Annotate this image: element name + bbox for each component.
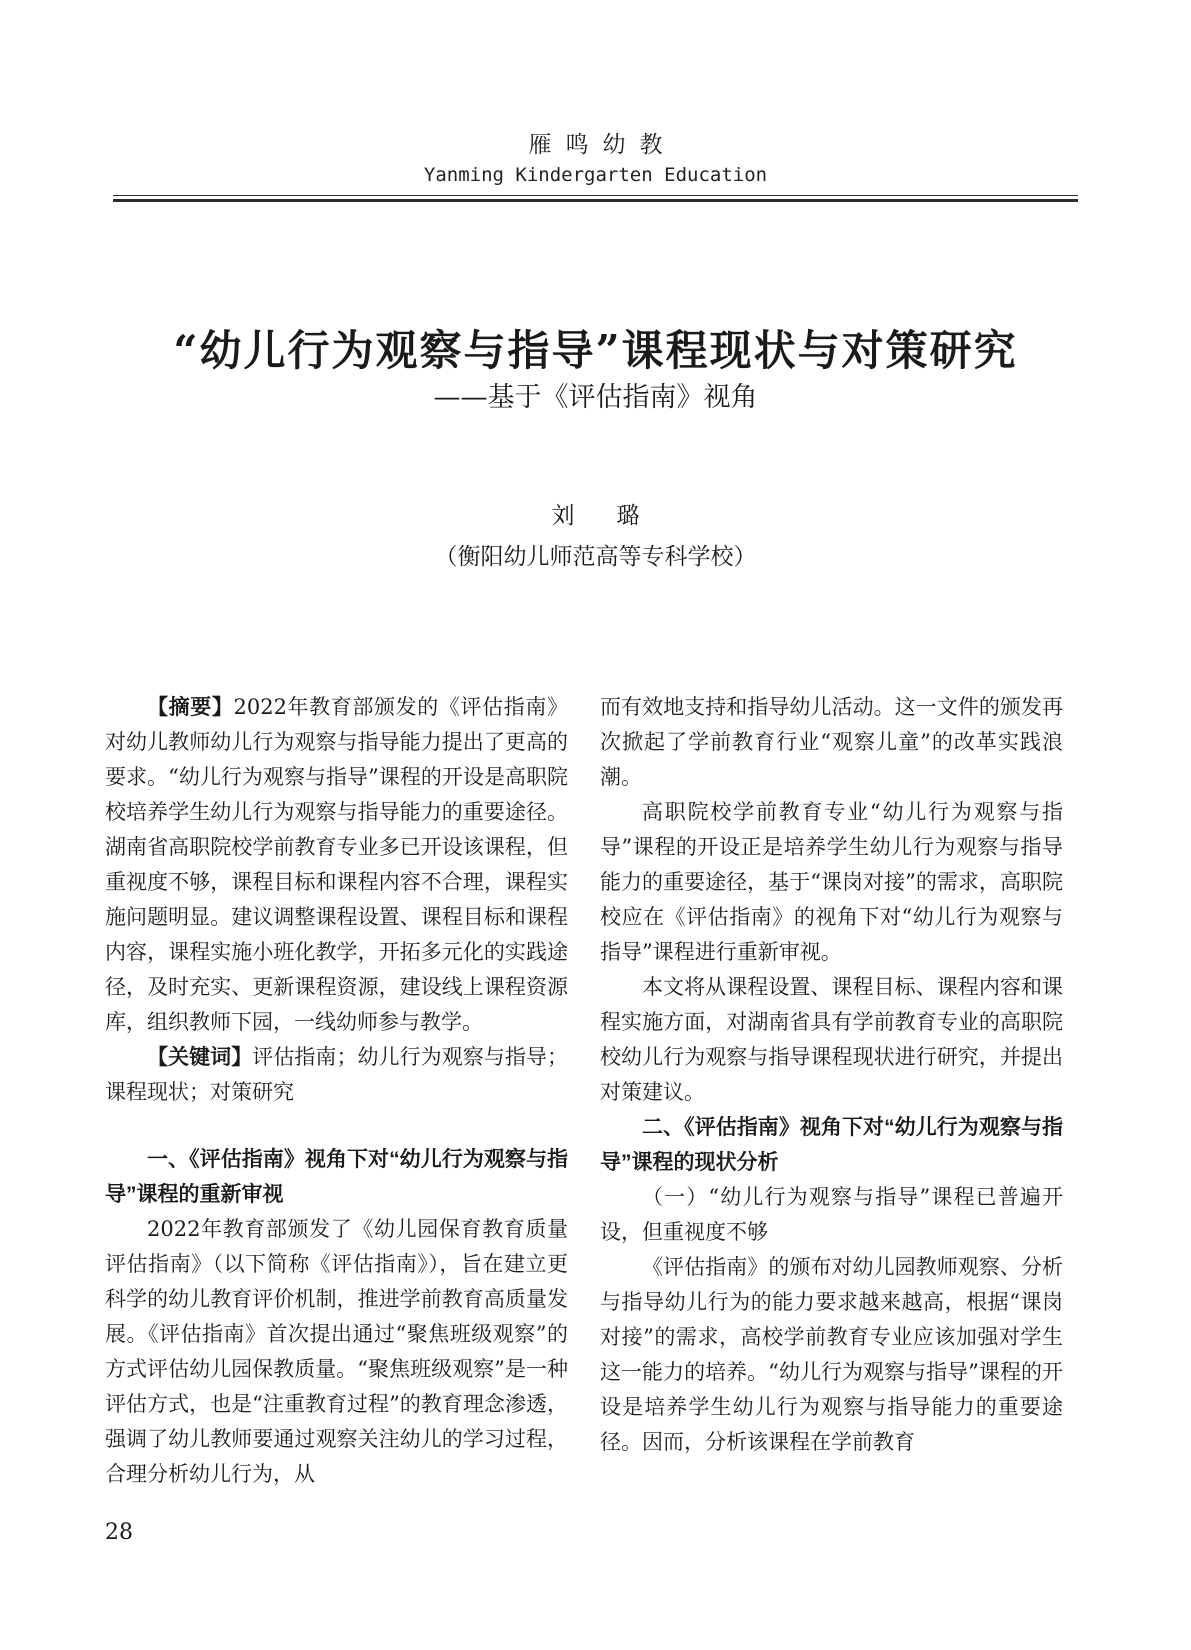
continuation-paragraph-2: 高职院校学前教育专业“幼儿行为观察与指导”课程的开设正是培养学生幼儿行为观察与指导能力的重要途径，基于“课岗对接”的需求，高职院校应在《评估指南》的视角下对“幼儿行为观察与指导”课程进行重新审视。 [600,800,1063,964]
right-column [600,690,1063,1492]
keywords-label: 【关键词】 [147,1046,253,1069]
section-2-heading: 二、《评估指南》视角下对“幼儿行为观察与指导”课程的现状分析 [600,1116,1063,1174]
continuation-paragraph-1: 而有效地支持和指导幼儿活动。这一文件的颁发再次掀起了学前教育行业“观察儿童”的改革实践浪潮。 [600,695,1063,789]
keywords-text: 评估指南；幼儿行为观察与指导；课程现状；对策研究 [105,1045,569,1104]
section-2-sub1-heading: （一）“幼儿行为观察与指导”课程已普遍开设，但重视度不够 [600,1185,1063,1244]
continuation-paragraph-3: 本文将从课程设置、课程目标、课程内容和课程实施方面，对湖南省具有学前教育专业的高职院校幼儿行为观察与指导课程现状进行研究，并提出对策建议。 [600,975,1063,1104]
abstract-label: 【摘要】 [147,696,234,719]
page-number: 28 [105,1520,133,1545]
abstract-paragraph [105,690,568,1040]
abstract-text: 2022年教育部颁发的《评估指南》对幼儿教师幼儿行为观察与指导能力提出了更高的要求。“幼儿行为观察与指导”课程的开设是高职院校培养学生幼儿行为观察与指导能力的重要途径。湖南省高职院校学前教育专业多已开设该课程，但重视度不够，课程目标和课程内容不合理，课程实施问题明显。建议调整课程设置、课程目标和课程内容，课程实施小班化教学，开拓多元化的实践途径，及时充实、更新课程资源，建设线上课程资源库，组织教师下园，一线幼师参与教学。 [105,695,568,1034]
section-1-paragraph: 2022年教育部颁发了《幼儿园保育教育质量评估指南》（以下简称《评估指南》），旨在建立更科学的幼儿教育评价机制，推进学前教育高质量发展。《评估指南》首次提出通过“聚焦班级观察”的方式评估幼儿园保教质量。“聚焦班级观察”是一种评估方式，也是“注重教育过程”的教育理念渗透，强调了幼儿教师要通过观察关注幼儿的学习过程，合理分析幼儿行为，从 [105,1217,568,1486]
author-name [0,497,1191,530]
section-1-heading: 一、《评估指南》视角下对“幼儿行为观察与指导”课程的重新审视 [105,1148,568,1206]
keywords-paragraph [105,1040,568,1110]
section-2-sub1-paragraph: 《评估指南》的颁布对幼儿园教师观察、分析与指导幼儿行为的能力要求越来越高，根据“课岗对接”的需求，高校学前教育专业应该加强对学生这一能力的培养。“幼儿行为观察与指导”课程的开设是培养学生幼儿行为观察与指导能力的重要途径。因而，分析该课程在学前教育 [600,1255,1063,1454]
journal-name-cn: 雁鸣幼教 [528,132,677,158]
author-affiliation: （衡阳幼儿师范高等专科学校） [434,544,757,570]
header-divider [113,195,1078,202]
author-given-name: 璐 [616,503,640,529]
article-title: “幼儿行为观察与指导”课程现状与对策研究 [173,326,1018,376]
article-body [105,690,1063,1492]
left-column [105,690,568,1492]
author-surname: 刘 [551,503,575,529]
article-subtitle: ——基于《评估指南》视角 [433,382,758,413]
journal-name-en: Yanming Kindergarten Education [423,164,768,186]
journal-header [113,0,1078,202]
